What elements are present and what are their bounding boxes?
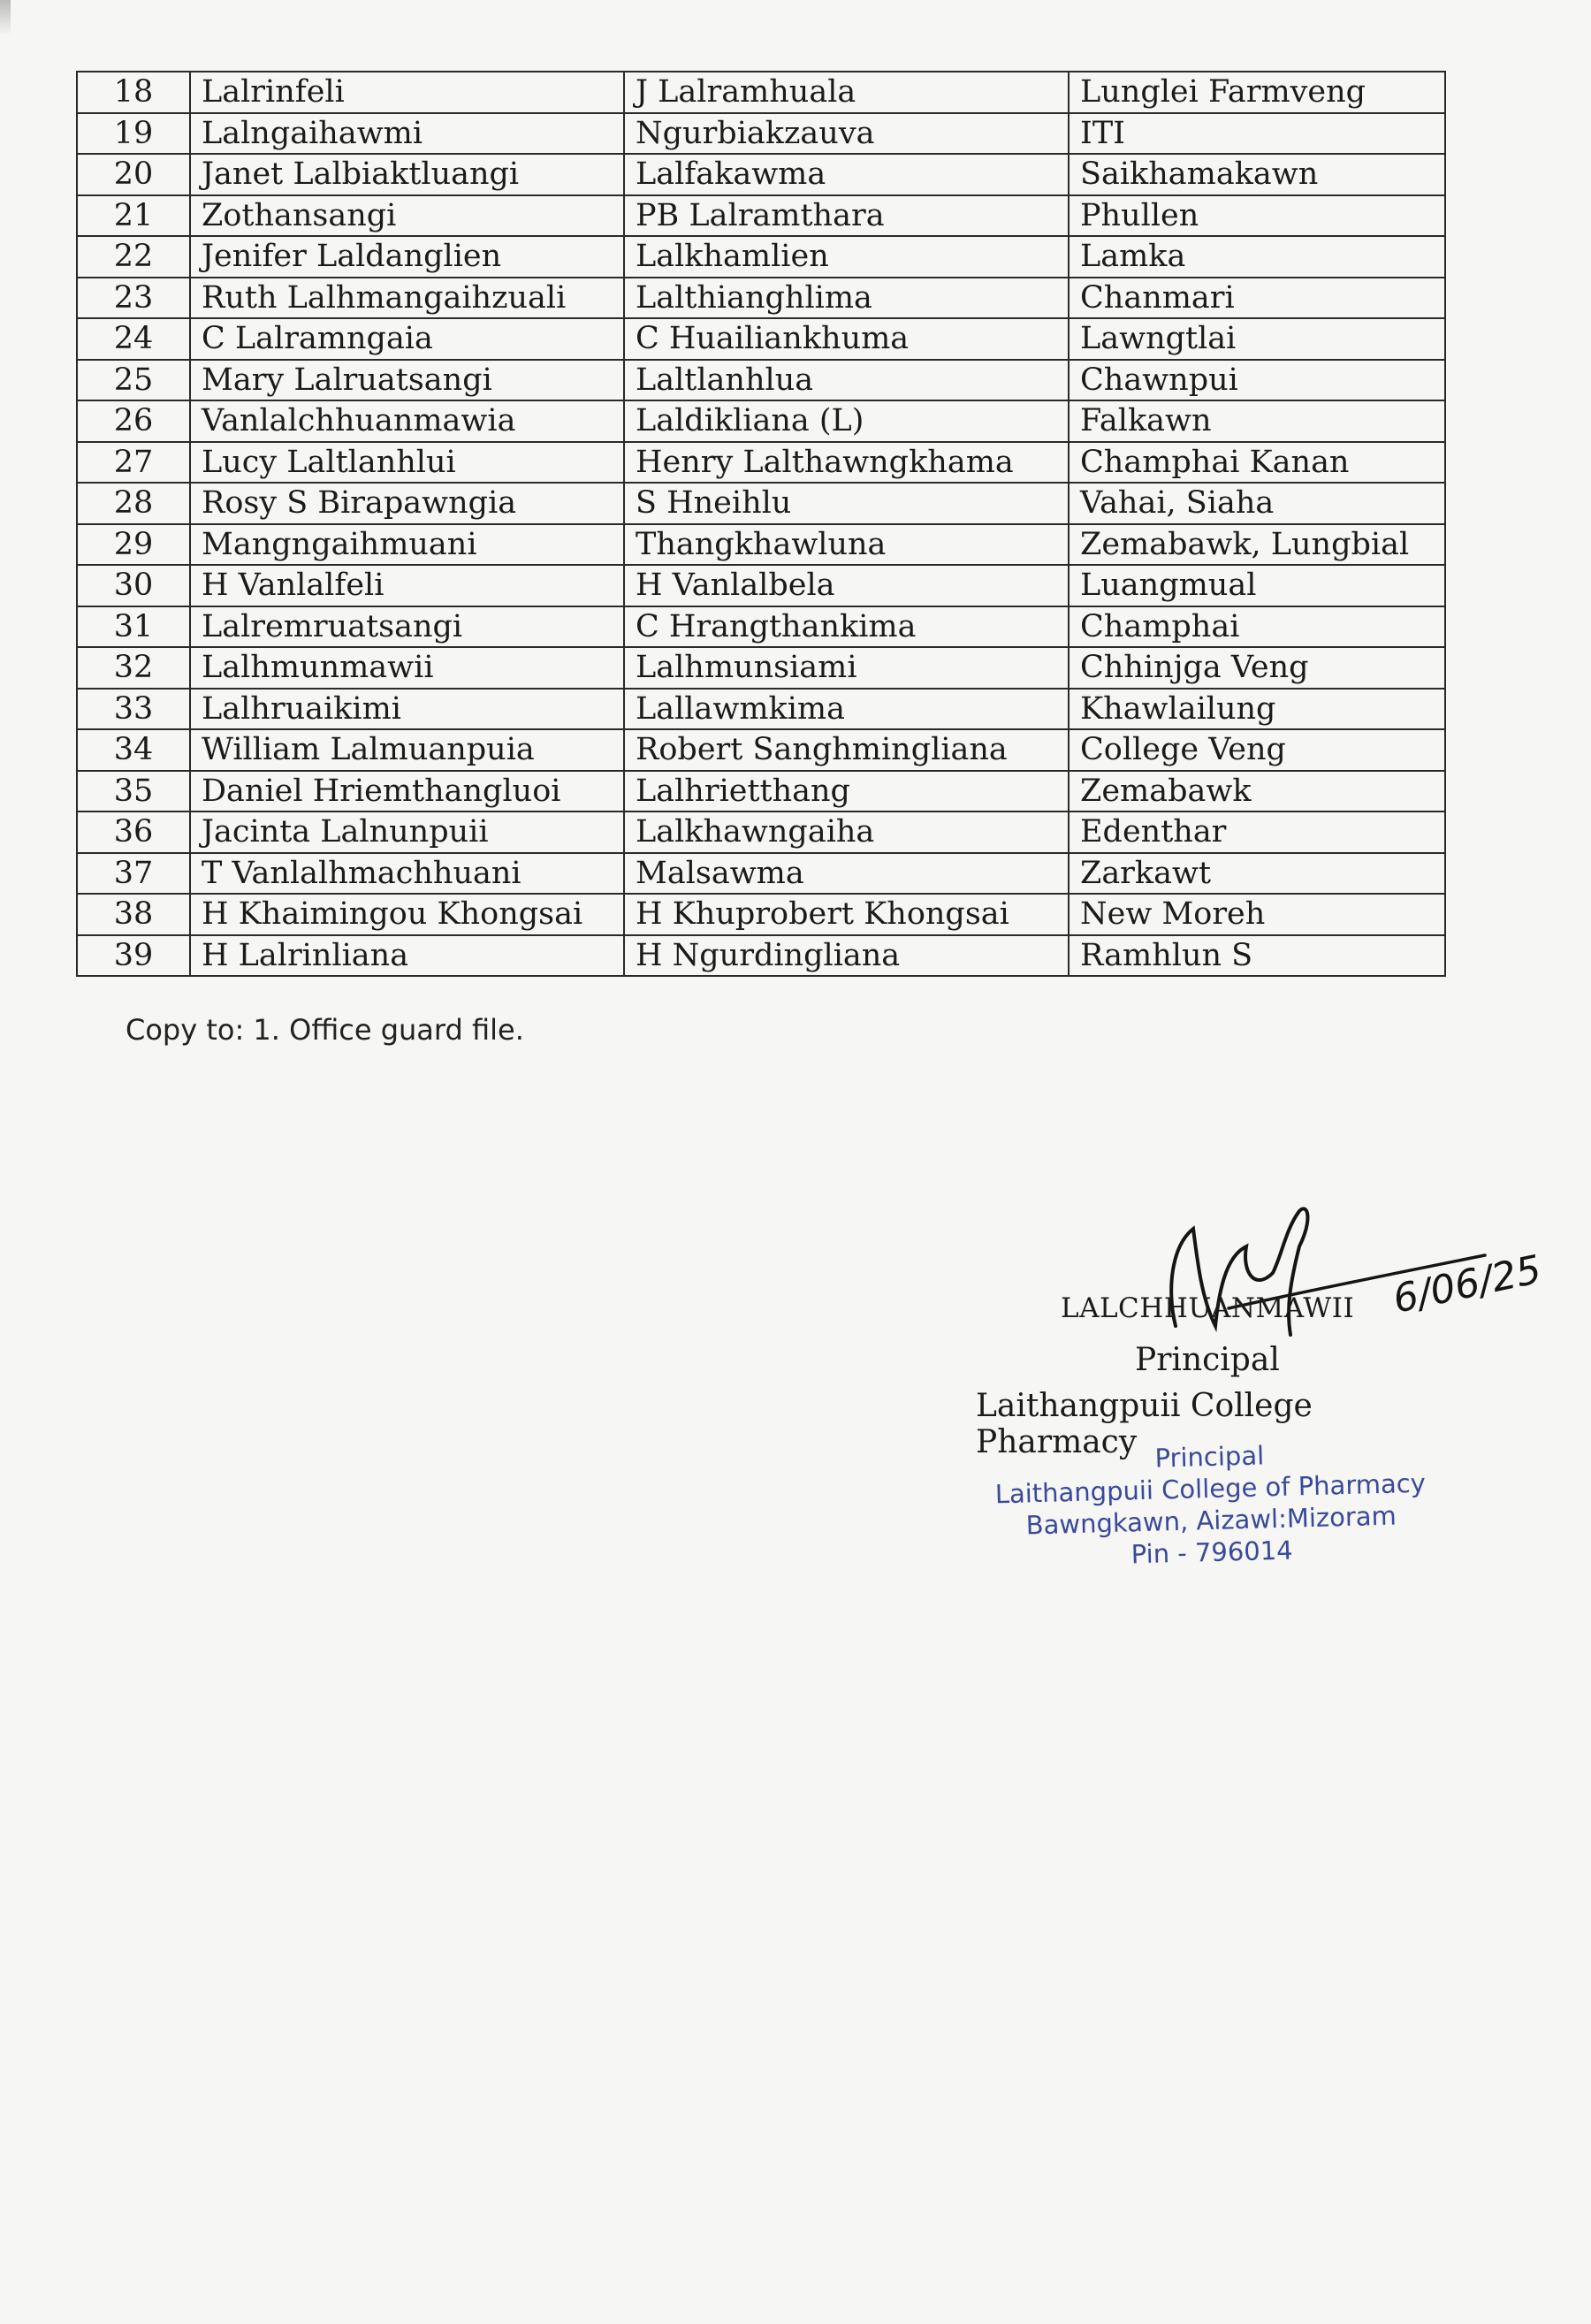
address-cell: Ramhlun S xyxy=(1069,935,1445,977)
student-name-cell: Zothansangi xyxy=(190,195,624,237)
stamp-line-pin: Pin - 796014 xyxy=(1130,1535,1294,1570)
table-row xyxy=(77,935,1445,977)
table-row xyxy=(77,524,1445,566)
table-row xyxy=(77,606,1445,648)
parent-name-cell: Thangkhawluna xyxy=(624,524,1069,566)
serial-number-cell: 34 xyxy=(77,729,190,771)
student-name-cell: Jacinta Lalnunpuii xyxy=(190,811,624,853)
address-cell: Lamka xyxy=(1069,236,1445,278)
parent-name-cell: Henry Lalthawngkhama xyxy=(624,442,1069,484)
student-name-cell: William Lalmuanpuia xyxy=(190,729,624,771)
table-row xyxy=(77,442,1445,484)
student-name-cell: Lucy Laltlanhlui xyxy=(190,442,624,484)
table-row xyxy=(77,894,1445,935)
parent-name-cell: Lalfakawma xyxy=(624,154,1069,195)
student-name-cell: H Khaimingou Khongsai xyxy=(190,894,624,935)
student-name-cell: Jenifer Laldanglien xyxy=(190,236,624,278)
stamp-line-title: Principal xyxy=(1154,1440,1265,1474)
table-row xyxy=(77,360,1445,401)
student-name-cell: T Vanlalhmachhuani xyxy=(190,853,624,895)
address-cell: Chanmari xyxy=(1069,278,1445,319)
serial-number-cell: 35 xyxy=(77,771,190,812)
parent-name-cell: H Vanlalbela xyxy=(624,565,1069,606)
parent-name-cell: S Hneihlu xyxy=(624,483,1069,524)
student-name-cell: Janet Lalbiaktluangi xyxy=(190,154,624,195)
student-name-cell: Vanlalchhuanmawia xyxy=(190,400,624,442)
serial-number-cell: 26 xyxy=(77,400,190,442)
serial-number-cell: 21 xyxy=(77,195,190,237)
parent-name-cell: Lallawmkima xyxy=(624,689,1069,730)
serial-number-cell: 30 xyxy=(77,565,190,606)
copy-to-note: Copy to: 1. Office guard file. xyxy=(126,1013,524,1047)
parent-name-cell: Lalkhawngaiha xyxy=(624,811,1069,853)
student-name-cell: Lalremruatsangi xyxy=(190,606,624,648)
address-cell: Vahai, Siaha xyxy=(1069,483,1445,524)
student-name-cell: C Lalramngaia xyxy=(190,318,624,360)
address-cell: Khawlailung xyxy=(1069,689,1445,730)
address-cell: Lawngtlai xyxy=(1069,318,1445,360)
table-row xyxy=(77,195,1445,237)
address-cell: Falkawn xyxy=(1069,400,1445,442)
table-row xyxy=(77,318,1445,360)
serial-number-cell: 23 xyxy=(77,278,190,319)
table-row xyxy=(77,483,1445,524)
table-row xyxy=(77,647,1445,689)
student-name-cell: Daniel Hriemthangluoi xyxy=(190,771,624,812)
table-row xyxy=(77,729,1445,771)
student-name-cell: Lalngaihawmi xyxy=(190,113,624,155)
serial-number-cell: 19 xyxy=(77,113,190,155)
parent-name-cell: Laldikliana (L) xyxy=(624,400,1069,442)
address-cell: College Veng xyxy=(1069,729,1445,771)
serial-number-cell: 24 xyxy=(77,318,190,360)
table-row xyxy=(77,113,1445,155)
serial-number-cell: 22 xyxy=(77,236,190,278)
stamp-line-college: Laithangpuii College of Pharmacy xyxy=(994,1467,1427,1510)
address-cell: New Moreh xyxy=(1069,894,1445,935)
serial-number-cell: 25 xyxy=(77,360,190,401)
address-cell: Zarkawt xyxy=(1069,853,1445,895)
table-row xyxy=(77,400,1445,442)
parent-name-cell: PB Lalramthara xyxy=(624,195,1069,237)
address-cell: Luangmual xyxy=(1069,565,1445,606)
student-name-cell: Rosy S Birapawngia xyxy=(190,483,624,524)
address-cell: Zemabawk, Lungbial xyxy=(1069,524,1445,566)
parent-name-cell: Lalthianghlima xyxy=(624,278,1069,319)
serial-number-cell: 38 xyxy=(77,894,190,935)
serial-number-cell: 37 xyxy=(77,853,190,895)
parent-name-cell: Malsawma xyxy=(624,853,1069,895)
parent-name-cell: H Ngurdingliana xyxy=(624,935,1069,977)
student-name-cell: Lalhmunmawii xyxy=(190,647,624,689)
serial-number-cell: 27 xyxy=(77,442,190,484)
serial-number-cell: 18 xyxy=(77,72,190,113)
parent-name-cell: Laltlanhlua xyxy=(624,360,1069,401)
signature-date: 6/06/25 xyxy=(1389,1246,1546,1322)
student-name-cell: Ruth Lalhmangaihzuali xyxy=(190,278,624,319)
signatory-college: Laithangpuii College Pharmacy xyxy=(976,1388,1313,1460)
parent-name-cell: J Lalramhuala xyxy=(624,72,1069,113)
address-cell: Lunglei Farmveng xyxy=(1069,72,1445,113)
table-row xyxy=(77,853,1445,895)
student-name-cell: Mary Lalruatsangi xyxy=(190,360,624,401)
table-row xyxy=(77,565,1445,606)
signatory-title: Principal xyxy=(1135,1342,1280,1378)
table-row xyxy=(77,72,1445,113)
student-name-cell: Lalrinfeli xyxy=(190,72,624,113)
serial-number-cell: 32 xyxy=(77,647,190,689)
roster-body xyxy=(77,72,1445,976)
address-cell: Champhai xyxy=(1069,606,1445,648)
parent-name-cell: Lalkhamlien xyxy=(624,236,1069,278)
signatory-name: LALCHHUANMAWII xyxy=(1061,1292,1355,1324)
parent-name-cell: C Huailiankhuma xyxy=(624,318,1069,360)
address-cell: Chawnpui xyxy=(1069,360,1445,401)
scan-edge-mark xyxy=(0,0,11,35)
table-row xyxy=(77,771,1445,812)
table-row xyxy=(77,154,1445,195)
address-cell: Chhinjga Veng xyxy=(1069,647,1445,689)
stamp-line-address: Bawngkawn, Aizawl:Mizoram xyxy=(1025,1500,1397,1541)
parent-name-cell: C Hrangthankima xyxy=(624,606,1069,648)
serial-number-cell: 20 xyxy=(77,154,190,195)
address-cell: Edenthar xyxy=(1069,811,1445,853)
address-cell: Saikhamakawn xyxy=(1069,154,1445,195)
serial-number-cell: 39 xyxy=(77,935,190,977)
table-row xyxy=(77,278,1445,319)
address-cell: Phullen xyxy=(1069,195,1445,237)
table-row xyxy=(77,811,1445,853)
parent-name-cell: Lalhmunsiami xyxy=(624,647,1069,689)
table-row xyxy=(77,689,1445,730)
official-stamp xyxy=(979,1435,1443,1589)
parent-name-cell: Robert Sanghmingliana xyxy=(624,729,1069,771)
parent-name-cell: Lalhrietthang xyxy=(624,771,1069,812)
serial-number-cell: 28 xyxy=(77,483,190,524)
student-name-cell: Mangngaihmuani xyxy=(190,524,624,566)
student-name-cell: H Lalrinliana xyxy=(190,935,624,977)
student-name-cell: H Vanlalfeli xyxy=(190,565,624,606)
serial-number-cell: 29 xyxy=(77,524,190,566)
address-cell: Zemabawk xyxy=(1069,771,1445,812)
serial-number-cell: 31 xyxy=(77,606,190,648)
student-roster-table xyxy=(76,71,1446,977)
address-cell: ITI xyxy=(1069,113,1445,155)
address-cell: Champhai Kanan xyxy=(1069,442,1445,484)
table-row xyxy=(77,236,1445,278)
serial-number-cell: 33 xyxy=(77,689,190,730)
parent-name-cell: H Khuprobert Khongsai xyxy=(624,894,1069,935)
parent-name-cell: Ngurbiakzauva xyxy=(624,113,1069,155)
serial-number-cell: 36 xyxy=(77,811,190,853)
student-name-cell: Lalhruaikimi xyxy=(190,689,624,730)
